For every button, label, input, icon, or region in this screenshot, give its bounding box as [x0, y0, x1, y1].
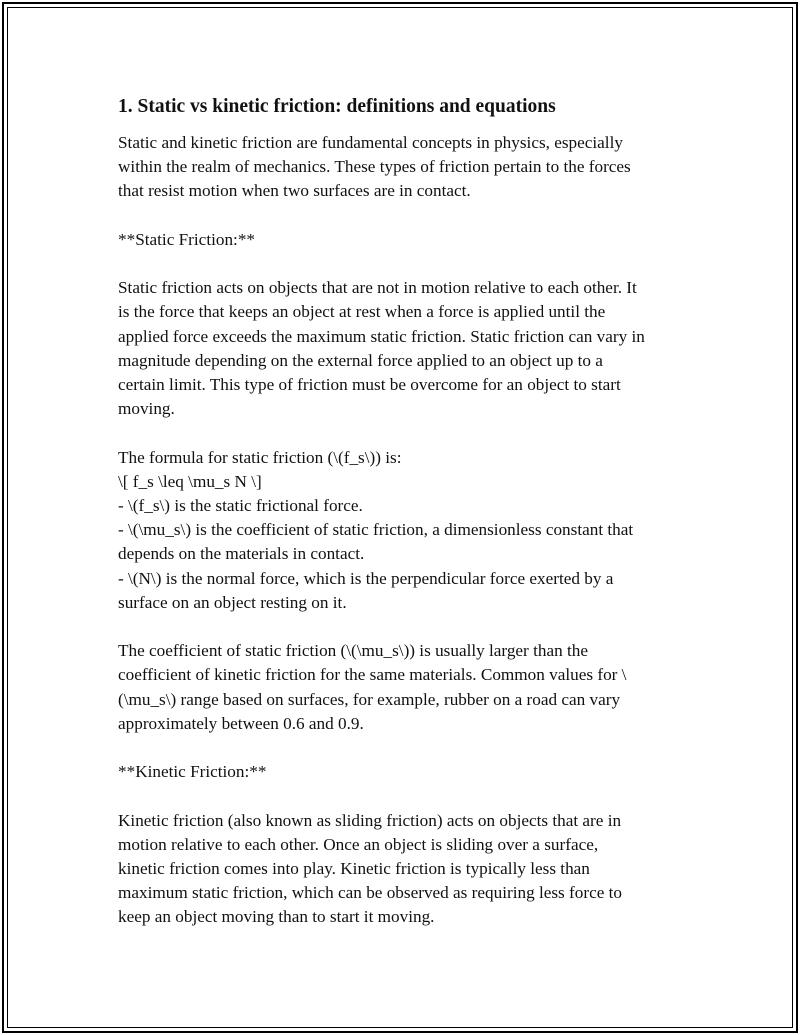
section-heading: 1. Static vs kinetic friction: definitions and equations: [118, 96, 556, 117]
text-line: The coefficient of static friction (\(\mu_s\)) is usually larger than the: [118, 641, 588, 661]
kinetic-friction-label: [118, 760, 688, 784]
text-line: The formula for static friction (\(f_s\)) is:: [118, 447, 402, 467]
text-line: - \(N\) is the normal force, which is the perpendicular force exerted by a: [118, 568, 614, 588]
static-friction-label: [118, 228, 688, 252]
static-friction-paragraph: [118, 276, 688, 421]
text-line: maximum static friction, which can be observed as requiring less force to: [118, 883, 623, 903]
text-line: approximately between 0.6 and 0.9.: [118, 713, 364, 733]
text-line: is the force that keeps an object at rest when a force is applied until the: [118, 302, 606, 322]
text-line: **Static Friction:**: [118, 229, 256, 249]
text-line: Kinetic friction (also known as sliding friction) acts on objects that are in: [118, 810, 622, 830]
text-line: Static and kinetic friction are fundamental concepts in physics, especially: [118, 133, 623, 152]
text-line: \[ f_s \leq \mu_s N \]: [118, 471, 262, 491]
document-body: [118, 94, 688, 954]
text-line: that resist motion when two surfaces are in contact.: [118, 181, 471, 201]
text-line: depends on the materials in contact.: [118, 544, 365, 564]
kinetic-friction-paragraph: [118, 809, 688, 930]
text-line: motion relative to each other. Once an object is sliding over a surface,: [118, 834, 599, 854]
text-line: (\mu_s\) range based on surfaces, for example, rubber on a road can vary: [118, 689, 621, 709]
text-line: surface on an object resting on it.: [118, 592, 347, 612]
text-line: - \(f_s\) is the static frictional force.: [118, 496, 363, 515]
static-friction-formula: [118, 446, 688, 615]
text-line: Static friction acts on objects that are not in motion relative to each other. It: [118, 278, 637, 298]
coefficient-paragraph: [118, 639, 688, 736]
text-line: within the realm of mechanics. These types of friction pertain to the forces: [118, 157, 631, 177]
text-line: magnitude depending on the external force applied to an object up to a: [118, 350, 603, 370]
text-line: kinetic friction comes into play. Kinetic friction is typically less than: [118, 859, 590, 878]
text-line: keep an object moving than to start it moving.: [118, 907, 435, 927]
text-line: moving.: [118, 399, 175, 419]
text-line: **Kinetic Friction:**: [118, 762, 267, 782]
text-line: coefficient of kinetic friction for the same materials. Common values for \: [118, 665, 627, 685]
text-line: applied force exceeds the maximum static friction. Static friction can vary in: [118, 326, 645, 346]
text-line: certain limit. This type of friction must be overcome for an object to start: [118, 375, 621, 394]
intro-paragraph: [118, 131, 688, 204]
text-line: - \(\mu_s\) is the coefficient of static friction, a dimensionless constant that: [118, 520, 634, 540]
